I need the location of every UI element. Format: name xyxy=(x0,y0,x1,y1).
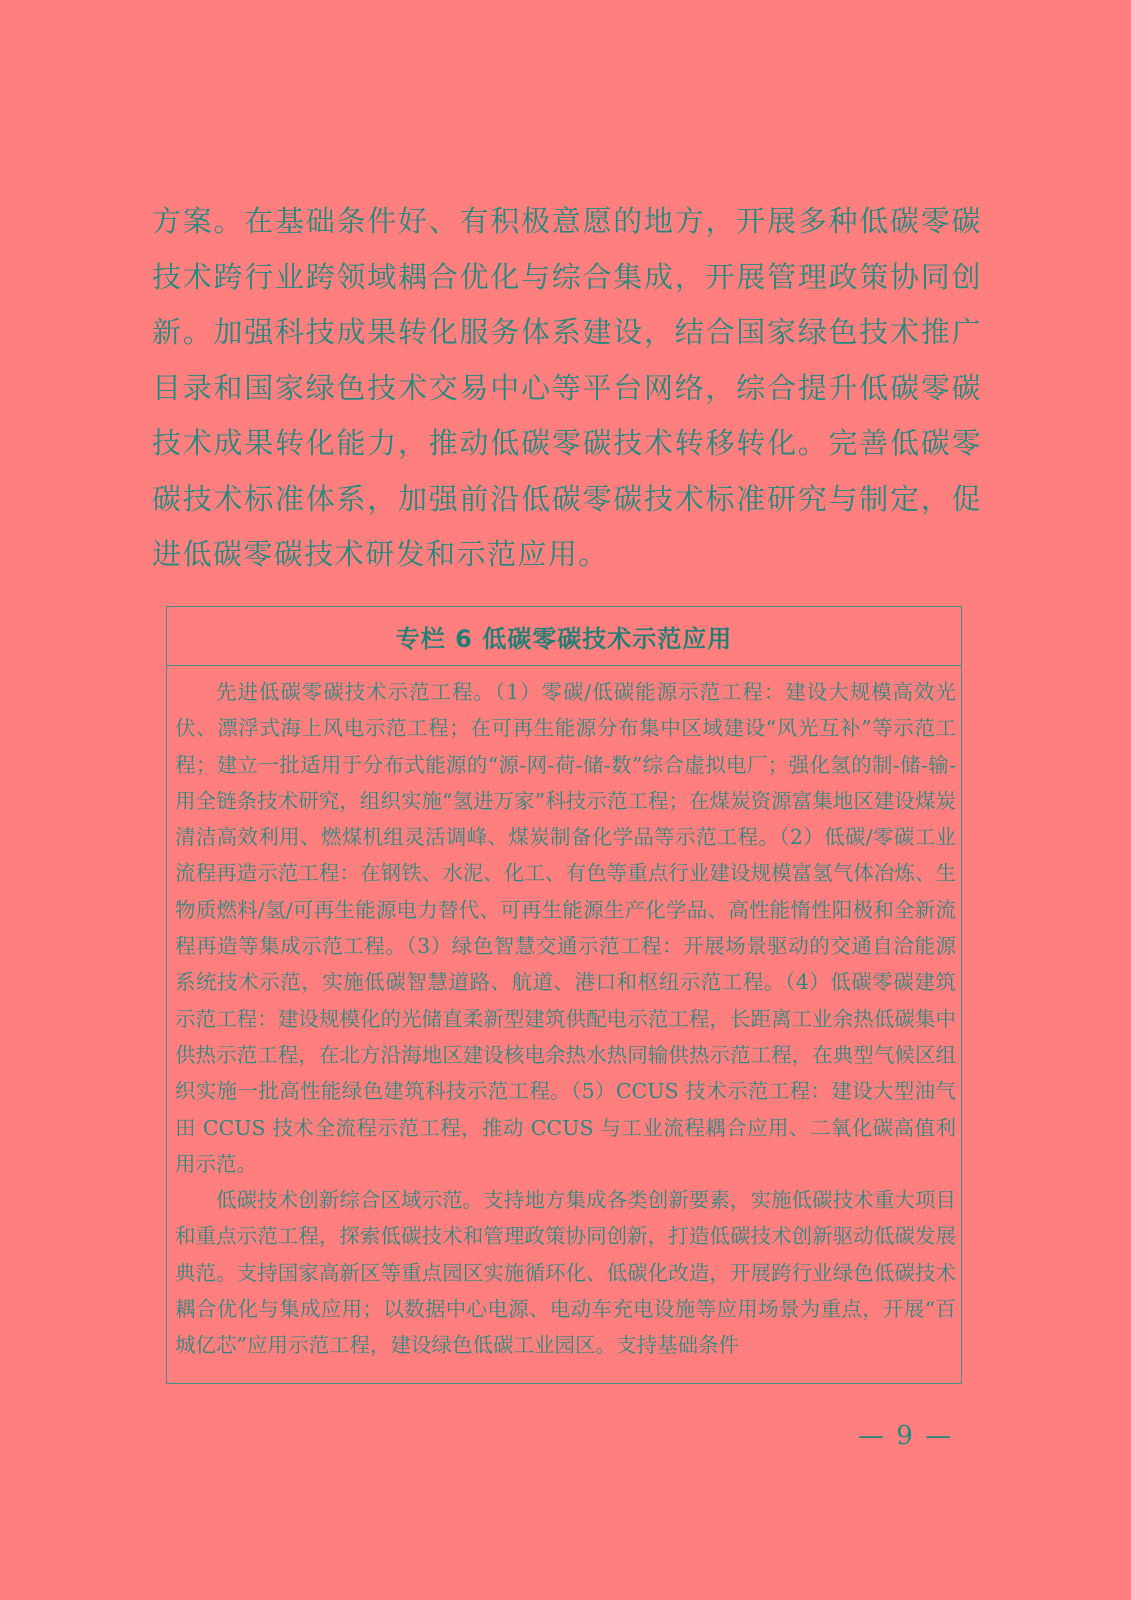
column-paragraph-regional-demonstration: 低碳技术创新综合区域示范。支持地方集成各类创新要素，实施低碳技术重大项目和重点示范工程，探索低碳技术和管理政策协同创新，打造低碳技术创新驱动低碳发展典范。支持国家高新区等重点园区实施循环化、低碳化改造，开展跨行业绿色低碳技术耦合优化与集成应用；以数据中心电源、电动车充电设施等应用场景为重点，开展“百城亿芯”应用示范工程，建设绿色低碳工业园区。支持基础条件 xyxy=(175,1188,956,1358)
body-paragraph: 方案。在基础条件好、有积极意愿的地方，开展多种低碳零碳技术跨行业跨领域耦合优化与综合集成，开展管理政策协同创新。加强科技成果转化服务体系建设，结合国家绿色技术推广目录和国家绿色技术交易中心等平台网络，综合提升低碳零碳技术成果转化能力，推动低碳零碳技术转移转化。完善低碳零碳技术标准体系，加强前沿低碳零碳技术标准研究与制定，促进低碳零碳技术研发和示范应用。 xyxy=(152,204,982,571)
column-paragraph-demonstration-projects: 先进低碳零碳技术示范工程。（1）零碳/低碳能源示范工程：建设大规模高效光伏、漂浮式海上风电示范工程；在可再生能源分布集中区域建设“风光互补”等示范工程；建立一批适用于分布式能源的“源-网-荷-储-数”综合虚拟电厂；强化氢的制-储-输-用全链条技术研究，组织实施“氢进万家”科技示范工程；在煤炭资源富集地区建设煤炭清洁高效利用、燃煤机组灵活调峰、煤炭制备化学品等示范工程。（2）低碳/零碳工业流程再造示范工程：在钢铁、水泥、化工、有色等重点行业建设规模富氢气体冶炼、生物质燃料/氢/可再生能源电力替代、可再生能源生产化学品、高性能惰性阳极和全新流程再造等集成示范工程。（3）绿色智慧交通示范工程：开展场景驱动的交通自洽能源系统技术示范，实施低碳智慧道路、航道、港口和枢纽示范工程。（4）低碳零碳建筑示范工程：建设规模化的光储直柔新型建筑供配电示范工程，长距离工业余热低碳集中供热示范工程，在北方沿海地区建设核电余热水热同输供热示范工程，在典型气候区组织实施一批高性能绿色建筑科技示范工程。（5）CCUS 技术示范工程：建设大型油气田 CCUS 技术全流程示范工程，推动 CCUS 与工业流程耦合应用、二氧化碳高值利用示范。 xyxy=(175,680,956,1176)
page-number: — 9 — xyxy=(858,1421,954,1451)
feature-column-box xyxy=(166,606,962,1384)
column-title: 专栏 6 低碳零碳技术示范应用 xyxy=(167,607,961,666)
column-body xyxy=(167,666,961,1364)
